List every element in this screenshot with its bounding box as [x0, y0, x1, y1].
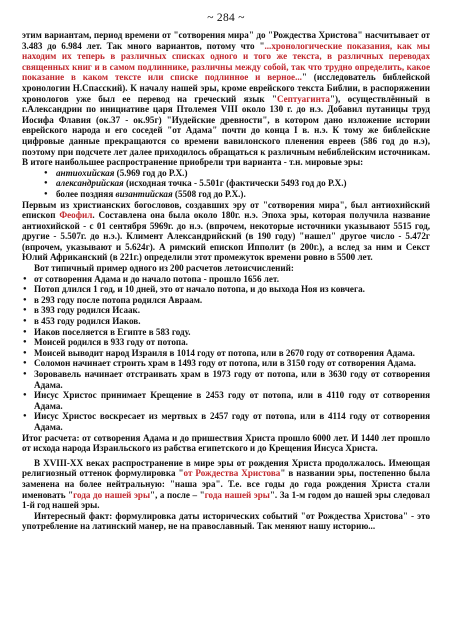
chronology-item: ● Моисей родился в 933 году от потопа. [22, 337, 430, 348]
era-item: ● более поздняя византийская (5508 год до Р.Х.). [22, 189, 430, 200]
chronology-item: ● в 453 году родился Иаков. [22, 316, 430, 327]
theophilus-highlight: Феофил [59, 210, 93, 221]
paragraph-theophilus: Первым из христианских богословов, создавших эру от "сотворения мира", был антиохийский епископ Феофил. Составлена она была около 180г. н.э. Эпоха эры, которая получила название антиохийской - с 01 сентября 5969г. до н.э. (впрочем, некоторые источники указывают 5515 год, другие - 5.507г. до н.э.). Климент Александрийский (в 190 году) "нашел" другое число - 5.472г (впрочем, указывают и 5.624г). А римский епископ Ипполит (в 200г.), а вслед за ним и Секст Юлий Африканский (в 221г.) определили этот промежуток времени ровно в 5500 лет. [22, 199, 430, 263]
chronology-item: ● в 393 году родился Исаак. [22, 305, 430, 316]
chronology-item: ● Зоровавель начинает отстраивать храм в 1973 году от потопа, или в 3630 году от сотворения Адама. [22, 369, 430, 390]
chronology-item: ● в 293 году после потопа родился Авраам. [22, 295, 430, 306]
chronology-item: ● Иисус Христос принимает Крещение в 2453 году от потопа, или в 4110 году от сотворения Адама. [22, 390, 430, 411]
septuagint-highlight: Септуагинта [276, 93, 330, 104]
nativity-highlight: от Рождества Христова [183, 468, 281, 479]
era-item: ● антиохийская (5.969 год до Р.Х.) [22, 168, 430, 179]
paragraph-our-era: В XVIII-XX веках распространение в мире эры от рождения Христа продолжалось. Имеющая религиозный оттенок формулировка "от Рождества Христова" в названии эры, постепенно была заменена на более нейтральную: "наша эра". Т.е. все годы до года рождения Христа стали именовать "года до нашей эры", а после – "года нашей эры". За 1-м годом до нашей эры следовал 1-й год нашей эры. [22, 457, 431, 511]
quote-highlight: ...хронологические показания, как мы находим их теперь в различных списках одного и того же текста, в различных переводах священных книг и в самом подлиннике, различны между собой, так что трудно определить, какое показание в каком тексте или списке подлинное и верное... [22, 40, 431, 83]
chronology-item: ● от сотворения Адама и до начало потопа - прошло 1656 лет. [22, 274, 430, 285]
paragraph-example-intro: Вот типичный пример одного из 200 расчетов летоисчислений: [34, 263, 294, 274]
page-number: ~ 284 ~ [207, 12, 245, 24]
paragraph-interesting-fact: Интересный факт: формулировка даты исторических событий "от Рождества Христова" - это употребление на латинский манер, не на православный. Так меняют нашу историю... [22, 510, 430, 532]
bc-highlight: года до нашей эры [73, 489, 151, 500]
paragraph-result: Итог расчета: от сотворения Адама и до пришествия Христа прошло 6000 лет. И 1440 лет прошло от исхода народа Израильского из рабства египетского и до Крещения Иисуса Христа. [22, 432, 430, 454]
chronology-item: ● Моисей выводит народ Израиля в 1014 году от потопа, или в 2670 году от сотворения Адама. [22, 348, 430, 359]
chronology-item: ● Потоп длился 1 год, и 10 дней, это от начало потопа, и до выхода Ноя из ковчега. [22, 284, 430, 295]
world-eras-list [22, 168, 430, 200]
ad-highlight: года нашей эры [204, 489, 270, 500]
main-text [22, 30, 430, 532]
chronology-item: ● Иисус Христос воскресает из мертвых в 2457 году от потопа, или в 4114 году от сотворения Адама. [22, 411, 430, 432]
chronology-list [22, 274, 430, 433]
era-item: ● александрийская (исходная точка - 5.501г (фактически 5493 год до Р.Х.) [22, 178, 430, 189]
chronology-item: ● Иаков поселяется в Египте в 583 году. [22, 327, 430, 338]
paragraph-intro: этим вариантам, период времени от "сотворения мира" до "Рождества Христова" насчитывает от 3.483 до 6.984 лет. Так много вариантов, потому что "...хронологические показания, как мы находим их теперь в различных списках одного и того же текста, в различных переводах священных книг и в самом подлиннике, различны между собой, так что трудно определить, какое показание в каком тексте или списке подлинное и верное..." (исследователь библейской хронологии Н.Спасский). К началу нашей эры, кроме еврейского текста Библии, в распоряжении хронологов уже был ее перевод на греческий язык "Септуагинта"), осуществлённый в г.Александрии по инициативе царя Птолемея VIII около 130 г. до н.э. Добавил путаницы труд Иосифа Флавия (ок.37 - ок.95г) "Иудейские древности", в котором дано изложение истории еврейского народа и его соседей "от Адама" почти до конца I в. н.э. К тому же библейские цифровые данные прекращаются со времени вавилонского пленения евреев (586 год до н.э), поэтому при подсчете лет далее приходилось обращаться к различным небиблейским источникам. В итоге наибольшее распространение приобрели три варианта - т.н. мировые эры: [22, 30, 431, 168]
chronology-item: ● Соломон начинает строить храм в 1493 году от потопа, или в 3150 году от сотворения Адама. [22, 358, 430, 369]
